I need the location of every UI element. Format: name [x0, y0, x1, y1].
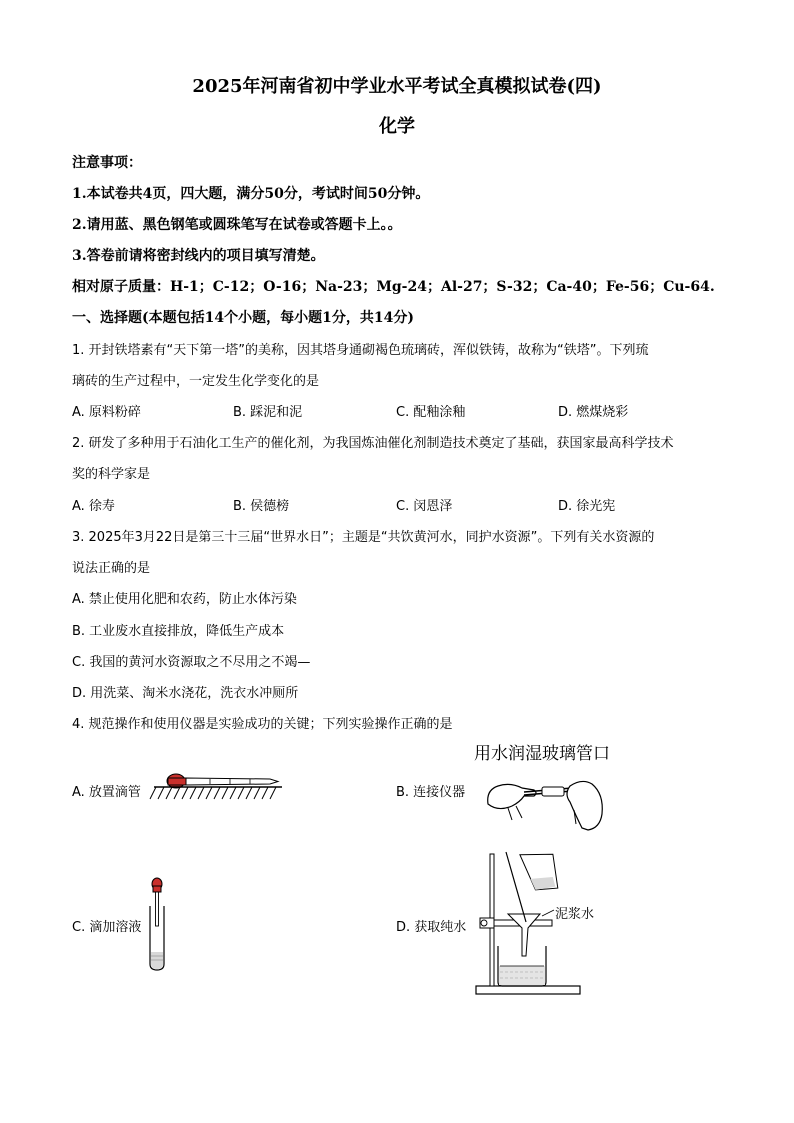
figure-d-label: D. 获取纯水 [396, 920, 467, 935]
question-3-line-2: 说法正确的是 [72, 561, 151, 576]
figure-a-label: A. 放置滴管 [72, 785, 141, 800]
question-2-line-1: 2. 研发了多种用于石油化工生产的催化剂，为我国炼油催化剂制造技术奠定了基础，获国家最高科学技术 [72, 436, 674, 451]
note-item: 3.答卷前请将密封线内的项目填写清楚。 [72, 248, 325, 264]
question-4-stem: 4. 规范操作和使用仪器是实验成功的关键；下列实验操作正确的是 [72, 717, 453, 732]
note-item: 2.请用蓝、黑色钢笔或圆珠笔写在试卷或答题卡上。。 [72, 217, 402, 233]
filtration-apparatus-figure [470, 848, 590, 998]
note-item: 1.本试卷共4页，四大题，满分50分，考试时间50分钟。 [72, 186, 430, 202]
atomic-masses: 相对原子质量：H-1；C-12；O-16；Na-23；Mg-24；Al-27；S-32；Ca-40；Fe-56；Cu-64. [72, 279, 715, 295]
question-2-option-c: C. 闵恩泽 [396, 499, 453, 514]
dropper-into-test-tube-figure [145, 872, 175, 972]
question-3-option-d: D. 用洗菜、淘米水浇花，洗衣水冲厕所 [72, 686, 299, 701]
question-1-option-b: B. 踩泥和泥 [233, 405, 303, 420]
question-1-option-a: A. 原料粉碎 [72, 405, 141, 420]
question-3-option-b: B. 工业废水直接排放，降低生产成本 [72, 624, 285, 639]
subject-title: 化学 [379, 116, 415, 137]
question-1-line-2: 璃砖的生产过程中，一定发生化学变化的是 [72, 374, 320, 389]
question-2-option-a: A. 徐寿 [72, 499, 115, 514]
question-1-line-1: 1. 开封铁塔素有“天下第一塔”的美称，因其塔身通砌褐色琉璃砖，浑似铁铸，故称为“铁塔”。下列琉 [72, 343, 649, 358]
question-2-line-2: 奖的科学家是 [72, 467, 151, 482]
exam-title: 2025年河南省初中学业水平考试全真模拟试卷(四) [192, 76, 602, 97]
question-2-option-b: B. 侯德榜 [233, 499, 290, 514]
connecting-tubes-figure [484, 768, 609, 838]
question-3-line-1: 3. 2025年3月22日是第三十三届“世界水日”；主题是“共饮黄河水，同护水资源”。下列有关水资源的 [72, 530, 655, 545]
figure-c-label: C. 滴加溶液 [72, 920, 142, 935]
question-1-option-c: C. 配釉涂釉 [396, 405, 466, 420]
section-heading: 一、选择题(本题包括14个小题，每小题1分，共14分) [72, 310, 414, 326]
question-2-option-d: D. 徐光宪 [558, 499, 616, 514]
question-3-option-c: C. 我国的黄河水资源取之不尽用之不竭— [72, 655, 311, 670]
question-3-option-a: A. 禁止使用化肥和农药，防止水体污染 [72, 592, 297, 607]
figure-b-label: B. 连接仪器 [396, 785, 466, 800]
question-1-option-d: D. 燃煤烧彩 [558, 405, 629, 420]
dropper-on-table-figure [150, 770, 285, 805]
figure-d-caption: 泥浆水 [555, 907, 595, 922]
notes-heading: 注意事项： [72, 155, 142, 171]
figure-b-caption: 用水润湿玻璃管口 [474, 744, 610, 764]
